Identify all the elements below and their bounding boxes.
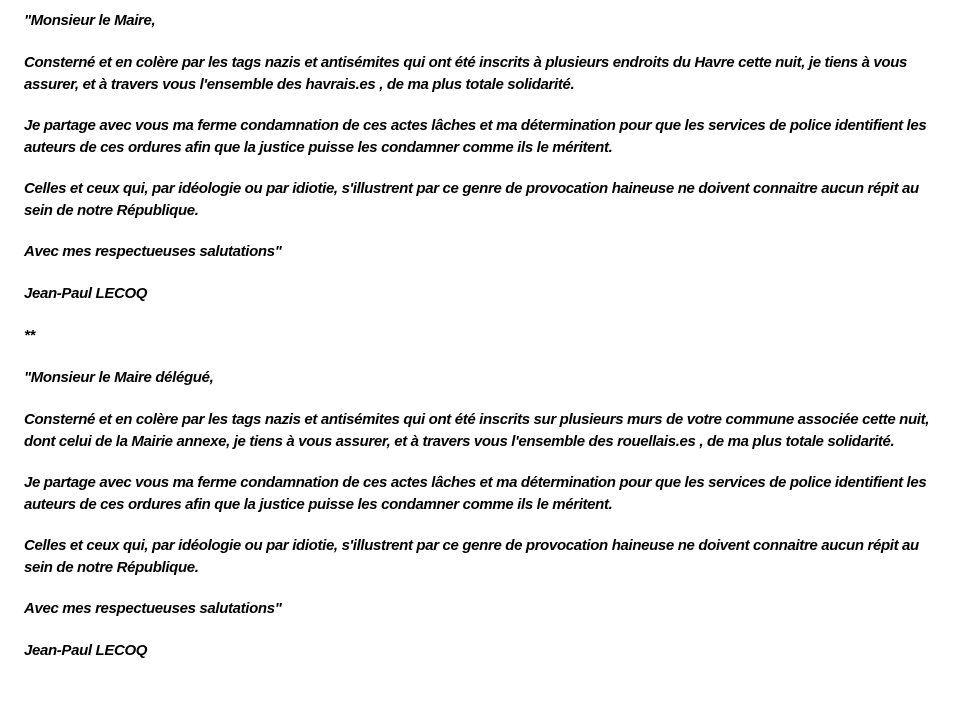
letter-1-paragraph-1: Consterné et en colère par les tags nazis et antisémites qui ont été inscrits à plusieurs endroits du Havre cette nuit, je tiens à vous assurer, et à travers vous l'ensemble des havrais.es , de ma plus totale solidarité. (24, 54, 911, 93)
letter-1-paragraph-2: Je partage avec vous ma ferme condamnation de ces actes lâches et ma détermination pour que les services de police identifient les auteurs de ces ordures afin que la justice puisse les condamner comme ils le méritent. (24, 117, 931, 156)
letter-2-paragraph-2: Je partage avec vous ma ferme condamnation de ces actes lâches et ma détermination pour que les services de police identifient les auteurs de ces ordures afin que la justice puisse les condamner comme ils le méritent. (24, 474, 931, 513)
letter-2-signature: Jean-Paul LECOQ (24, 642, 148, 659)
letter-1 (24, 10, 949, 305)
letter-2 (24, 367, 949, 662)
letter-1-paragraph-3: Celles et ceux qui, par idéologie ou par idiotie, s'illustrent par ce genre de provocation haineuse ne doivent connaitre aucun répit au sein de notre République. (24, 180, 923, 219)
letter-2-salutation: "Monsieur le Maire délégué, (24, 369, 214, 386)
document-body (24, 10, 949, 682)
letter-2-closing: Avec mes respectueuses salutations" (24, 600, 282, 617)
letter-2-paragraph-3: Celles et ceux qui, par idéologie ou par idiotie, s'illustrent par ce genre de provocation haineuse ne doivent connaitre aucun répit au sein de notre République. (24, 537, 923, 576)
letter-1-closing: Avec mes respectueuses salutations" (24, 243, 282, 260)
letter-1-signature: Jean-Paul LECOQ (24, 285, 148, 302)
letter-separator: ** (24, 327, 35, 344)
letter-1-salutation: "Monsieur le Maire, (24, 12, 156, 29)
letter-2-paragraph-1: Consterné et en colère par les tags nazis et antisémites qui ont été inscrits sur plusieurs murs de votre commune associée cette nuit, dont celui de la Mairie annexe, je tiens à vous assurer, et à travers vous l'ensemble des rouellais.es , de ma plus totale solidarité. (24, 411, 933, 450)
